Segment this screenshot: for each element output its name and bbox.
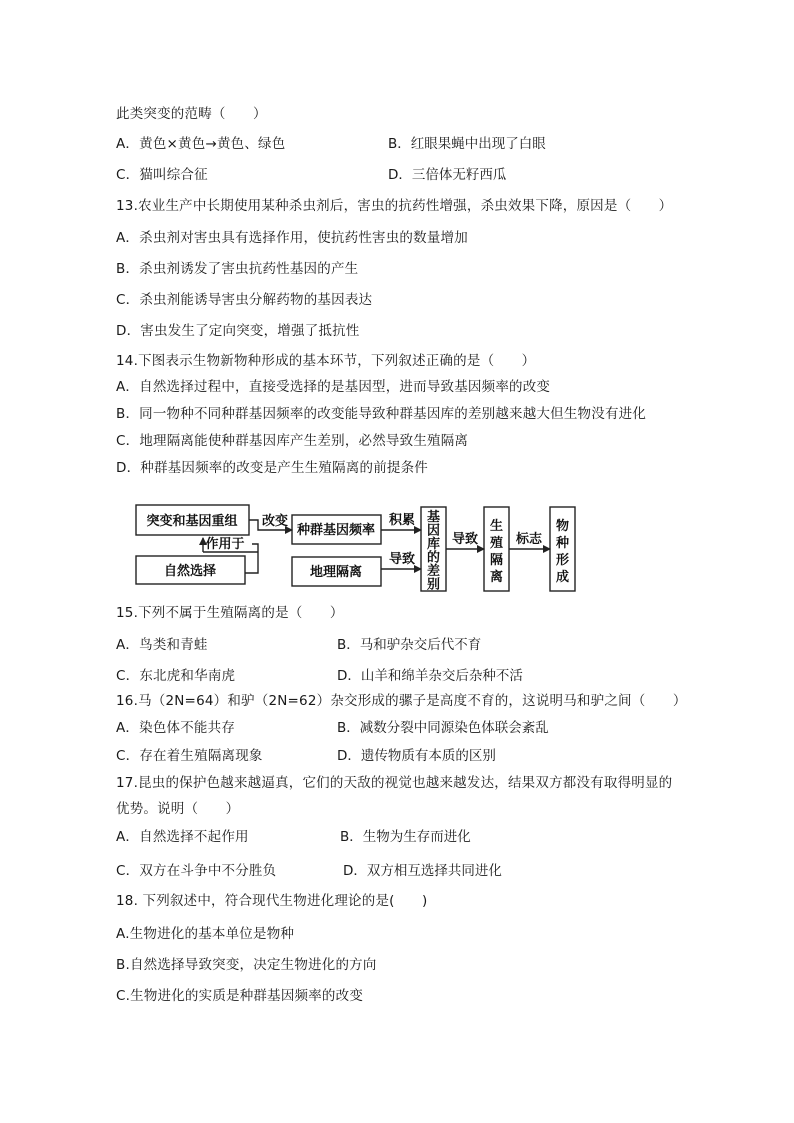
species-formation-char: 种	[555, 536, 570, 551]
q16-option-a: A．染色体不能共存	[116, 720, 236, 736]
q12-option-d: D．三倍体无籽西瓜	[388, 167, 507, 183]
q17-stem-line-2: 优势。说明（ ）	[116, 801, 240, 817]
q16-stem: 16.马（2N=64）和驴（2N=62）杂交形成的骡子是高度不育的，这说明马和驴之间（ ）	[116, 693, 687, 709]
change-label: 改变	[261, 514, 289, 529]
geographic-isolation-label: 地理隔离	[309, 565, 363, 580]
gene-pool-char: 别	[426, 577, 441, 593]
q15-option-c: C．东北虎和华南虎	[116, 668, 236, 684]
q17-option-c: C．双方在斗争中不分胜负	[116, 863, 277, 879]
q17-option-b: B．生物为生存而进化	[340, 829, 471, 845]
q12-option-c: C．猫叫综合征	[116, 167, 208, 183]
q16-option-d: D．遗传物质有本质的区别	[337, 748, 496, 764]
q13-option-c: C．杀虫剂能诱导害虫分解药物的基因表达	[116, 292, 373, 308]
acts-on-label: 作用于	[205, 537, 245, 552]
mutation-label: 突变和基因重组	[146, 514, 238, 529]
species-formation-char: 形	[555, 553, 570, 568]
q12-stem: 此类突变的范畴（ ）	[116, 106, 267, 122]
q14-option-d: D．种群基因频率的改变是产生生殖隔离的前提条件	[116, 460, 428, 476]
reproductive-isolation-char: 生	[489, 519, 504, 534]
gene-pool-char: 因	[426, 523, 441, 539]
q18-stem: 18. 下列叙述中，符合现代生物进化理论的是( )	[116, 893, 428, 909]
q18-option-a: A.生物进化的基本单位是物种	[116, 926, 295, 942]
q14-option-c: C．地理隔离能使种群基因库产生差别，必然导致生殖隔离	[116, 433, 469, 449]
q13-option-d: D．害虫发生了定向突变，增强了抵抗性	[116, 323, 360, 339]
q12-option-b: B．红眼果蝇中出现了白眼	[388, 136, 546, 152]
mark-label: 标志	[515, 532, 543, 547]
acts-on-arrow	[245, 544, 258, 573]
q16-option-c: C．存在着生殖隔离现象	[116, 748, 263, 764]
q12-option-a: A．黄色×黄色→黄色、绿色	[116, 136, 286, 152]
q13-option-b: B．杀虫剂诱发了害虫抗药性基因的产生	[116, 261, 359, 277]
q18-option-b: B.自然选择导致突变，决定生物进化的方向	[116, 957, 377, 973]
species-formation-char: 成	[555, 570, 570, 585]
q17-option-a: A．自然选择不起作用	[116, 829, 249, 845]
gene-pool-char: 差	[426, 564, 441, 579]
q13-option-a: A．杀虫剂对害虫具有选择作用，使抗药性害虫的数量增加	[116, 230, 468, 246]
q14-option-b: B．同一物种不同种群基因频率的改变能导致种群基因库的差别越来越大但生物没有进化	[116, 406, 647, 422]
lead-label-2: 导致	[451, 532, 479, 547]
accumulate-label: 积累	[388, 513, 416, 528]
q15-option-d: D．山羊和绵羊杂交后杂种不活	[337, 668, 523, 684]
gene-frequency-label: 种群基因频率	[296, 523, 376, 538]
species-formation-char: 物	[555, 519, 570, 534]
reproductive-isolation-char: 殖	[489, 536, 504, 551]
q13-stem: 13.农业生产中长期使用某种杀虫剂后，害虫的抗药性增强，杀虫效果下降，原因是（ ）	[116, 198, 673, 214]
q15-option-a: A．鸟类和青蛙	[116, 637, 208, 653]
natural-selection-label: 自然选择	[163, 564, 217, 579]
gene-pool-char: 基	[426, 510, 441, 525]
q14-stem: 14.下图表示生物新物种形成的基本环节，下列叙述正确的是（ ）	[116, 353, 536, 369]
q17-option-d: D．双方相互选择共同进化	[343, 863, 502, 879]
q17-stem-line-1: 17.昆虫的保护色越来越逼真，它们的天敌的视觉也越来越发达，结果双方都没有取得明显的	[116, 775, 673, 791]
gene-pool-char: 的	[426, 550, 441, 566]
reproductive-isolation-char: 隔	[489, 553, 504, 568]
q14-option-a: A．自然选择过程中，直接受选择的是基因型，进而导致基因频率的改变	[116, 379, 551, 395]
gene-pool-char: 库	[426, 537, 441, 552]
q18-option-c: C.生物进化的实质是种群基因频率的改变	[116, 988, 364, 1004]
q16-option-b: B．减数分裂中同源染色体联会紊乱	[337, 720, 549, 736]
reproductive-isolation-char: 离	[489, 570, 504, 585]
q15-option-b: B．马和驴杂交后代不育	[337, 637, 482, 653]
q15-stem: 15.下列不属于生殖隔离的是（ ）	[116, 605, 344, 621]
lead-label-1: 导致	[388, 552, 416, 567]
